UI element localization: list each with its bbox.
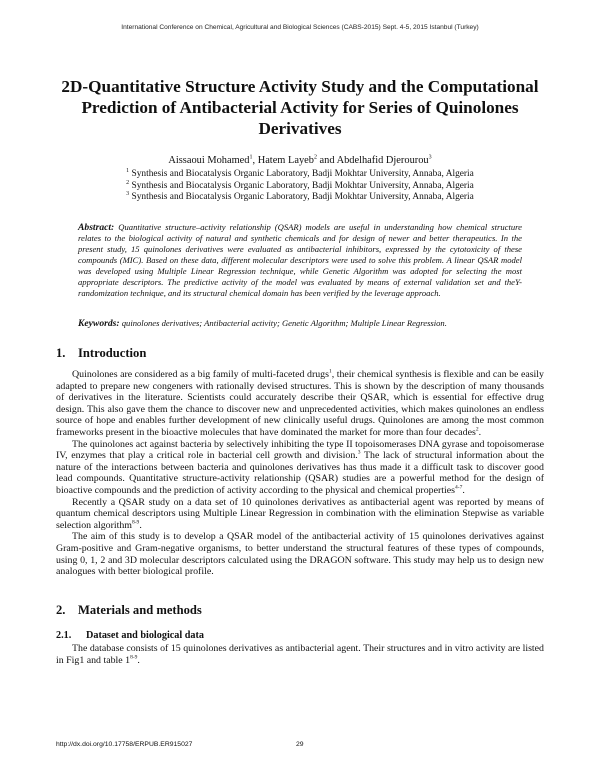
author-sup: 3	[428, 154, 432, 161]
keywords-label: Keywords:	[78, 318, 120, 329]
paragraph: The aim of this study is to develop a QSAR model of the antibacterial activity of 15 quinolones derivatives against Gram-positive and Gram-negative organisms, to better understand the structural features of these types of compounds, using 0, 1, 2 and 3D molecular descriptors calculated using the DRAGON software. This study may help us to design new analogues with better biological profile.	[56, 531, 544, 578]
keywords	[78, 318, 522, 329]
conference-header: International Conference on Chemical, Agricultural and Biological Sciences (CABS-2015) Sept. 4-5, 2015 Istanbul (Turkey)	[121, 24, 479, 31]
introduction-body	[56, 369, 544, 578]
author-sup: 2	[313, 154, 317, 161]
author-sup: 1	[249, 154, 253, 161]
paragraph: The database consists of 15 quinolones derivatives as antibacterial agent. Their structures and in vitro activity are listed in Fig1 and table 1$^{8-9}$.	[56, 643, 544, 666]
section-heading-introduction: 1. Introduction	[56, 346, 147, 360]
page-number: 29	[296, 741, 304, 748]
paragraph: The quinolones act against bacteria by selectively inhibiting the type II topoisomerases DNA gyrase and topoisomerase IV, enzymes that play a critical role in bacterial cell growth and division.$^3$ The lack of structural information about the nature of the interactions between bacteria and quinolones derivatives has thus made it a difficult task to discover good lead compounds. Quantitative structure-activity relationship (QSAR) studies are a powerful method for the design of bioactive compounds and the prediction of activity according to the physical and chemical properties$^{4-7}$.	[56, 438, 545, 496]
doi-link[interactable]: http://dx.doi.org/10.17758/ERPUB.ER915027	[56, 741, 193, 748]
subsection-heading-dataset: 2.1. Dataset and biological data	[56, 630, 205, 641]
dataset-body	[56, 643, 544, 666]
affiliation: $^1$ Synthesis and Biocatalysis Organic Laboratory, Badji Mokhtar University, Annaba, Algeria	[126, 167, 474, 179]
paragraph: Recently a QSAR study on a data set of 10 quinolones derivatives as antibacterial agent was reported by means of quantum chemical descriptors using Multiple Linear Regression in combination with the elimination Stepwise as variable selection algorithm$^{8-9}$.	[56, 496, 544, 531]
affiliation: $^3$ Synthesis and Biocatalysis Organic Laboratory, Badji Mokhtar University, Annaba, Algeria	[126, 190, 474, 202]
abstract	[78, 222, 522, 299]
author-list: Aissaoui Mohamed$^1$, Hatem Layeb$^2$ and Abdelhafid Djerourou$^3$	[168, 154, 432, 166]
affiliation-list	[0, 169, 600, 204]
abstract-text: Quantitative structure–activity relationship (QSAR) models are useful in understanding how chemical structure relates to the biological activity of natural and synthetic chemicals and for design of newer and better therapeutics. In the present study, 15 quinolones derivatives were evaluated as antibacterial inhibitors, expressed by the cytotoxicity of these compounds (MIC). Based on these data, different molecular descriptors were used to solve this problem. A linear QSAR model was developed using Multiple Linear Regression technique, while Genetic Algorithm was adopted for selecting the most appropriate descriptors. The predictive activity of the model was evaluated by means of external validation set and theY-randomization technique, and its structural chemical domain has been verified by the leverage approach.	[78, 222, 522, 298]
section-heading-methods: 2. Materials and methods	[56, 603, 202, 617]
keywords-text: quinolones derivatives; Antibacterial activity; Genetic Algorithm; Multiple Linear Regression.	[121, 318, 447, 328]
author-name: Hatem Layeb	[257, 155, 314, 166]
paper-title: 2D-Quantitative Structure Activity Study and the Computational Prediction of Antibacterial Activity for Series of Quinolones Derivatives	[61, 77, 539, 138]
author-name: Abdelhafid Djerourou	[336, 155, 429, 166]
author-name: Aissaoui Mohamed	[168, 155, 250, 166]
abstract-label: Abstract:	[78, 222, 115, 233]
affiliation: $^2$ Synthesis and Biocatalysis Organic Laboratory, Badji Mokhtar University, Annaba, Algeria	[126, 179, 474, 191]
paragraph: Quinolones are considered as a big family of multi-faceted drugs$^1$, their chemical synthesis is flexible and can be easily adapted to prepare new congeners with rationally devised structures. This is shown by the description of many thousands of derivatives in the literature. Scientists could accurately describe their QSAR, which is essential for effective drug design. This also gave them the chance to discover new and unprecedented activities, which makes quinolones an endless source of hope and enables further development of new clinically useful drugs. Quinolones are among the most common frameworks present in the bioactive molecules that have dominated the market for more than four decades$^2$.	[56, 368, 544, 438]
